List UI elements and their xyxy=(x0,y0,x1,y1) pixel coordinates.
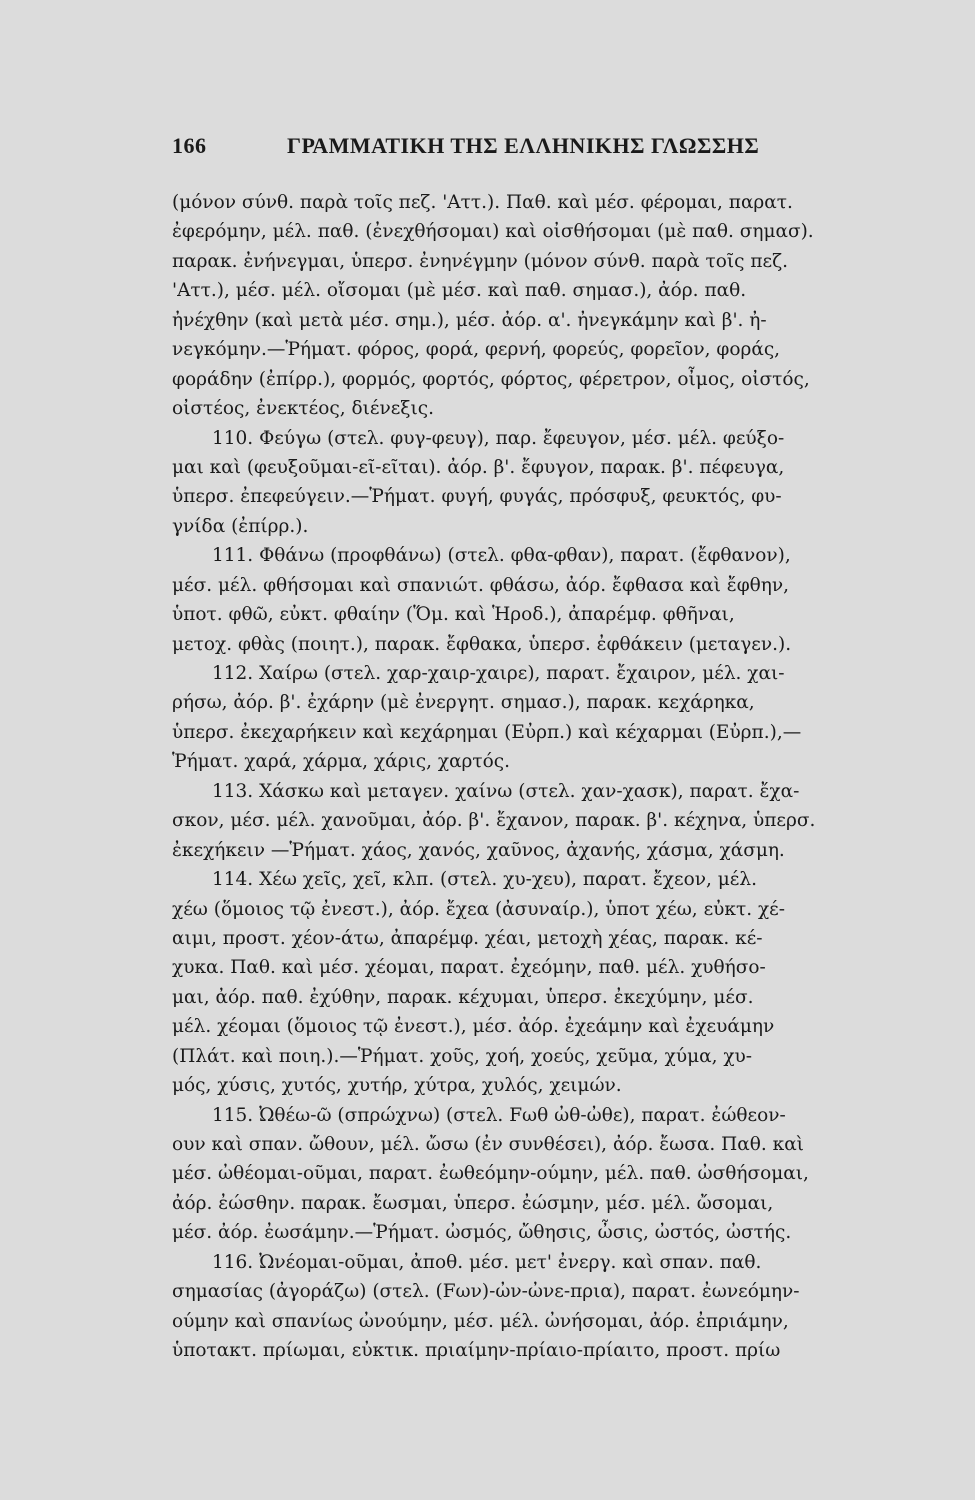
text-line: (Πλάτ. καὶ ποιη.).—Ῥήματ. χοῦς, χοή, χοεύς, χεῦμα, χύμα, χυ- xyxy=(172,1045,753,1067)
entry-line-111: 111. Φθάνω (προφθάνω) (στελ. φθα-φθαν), παρατ. (ἔφθανον), xyxy=(212,545,791,567)
page-number: 166 xyxy=(172,133,207,158)
text-line: μός, χύσις, χυτός, χυτήρ, χύτρα, χυλός, χειμών. xyxy=(172,1075,622,1097)
text-line: μετοχ. φθὰς (ποιητ.), παρακ. ἔφθακα, ὑπερσ. ἐφθάκειν (μεταγεν.). xyxy=(172,633,792,655)
text-line: σκον, μέσ. μέλ. χανοῦμαι, ἀόρ. β'. ἔχανον, παρακ. β'. κέχηνα, ὑπερσ. xyxy=(172,810,816,832)
text-line: ουν καὶ σπαν. ὤθουν, μέλ. ὤσω (ἐν συνθέσει), ἀόρ. ἔωσα. Παθ. καὶ xyxy=(172,1134,804,1155)
entry-line-110: 110. Φεύγω (στελ. φυγ-φευγ), παρ. ἔφευγον, μέσ. μέλ. φεύξο- xyxy=(212,427,785,449)
text-line: χυκα. Παθ. καὶ μέσ. χέομαι, παρατ. ἐχεόμην, παθ. μέλ. χυθήσο- xyxy=(172,957,766,979)
text-line: ὑποτ. φθῶ, εὐκτ. φθαίην (Ὅμ. καὶ Ἡροδ.), ἀπαρέμφ. φθῆναι, xyxy=(172,604,735,626)
text-line: ἐφερόμην, μέλ. παθ. (ἐνεχθήσομαι) καὶ οἰσθήσομαι (μὲ παθ. σημασ). xyxy=(172,221,814,243)
text-line: οἰστέος, ἐνεκτέος, διένεξις. xyxy=(172,398,434,420)
text-line: ρήσω, ἀόρ. β'. ἐχάρην (μὲ ἐνεργητ. σημασ.), παρακ. κεχάρηκα, xyxy=(172,692,755,714)
running-title: ΓΡΑΜΜΑΤΙΚΗ ΤΗΣ ΕΛΛΗΝΙΚΗΣ ΓΛΩΣΣΗΣ xyxy=(287,133,760,158)
text-line: ἀόρ. ἐώσθην. παρακ. ἔωσμαι, ὑπερσ. ἐώσμην, μέσ. μέλ. ὤσομαι, xyxy=(172,1192,774,1214)
text-body xyxy=(172,188,822,1366)
text-line: χέω (ὅμοιος τῷ ἐνεστ.), ἀόρ. ἔχεα (ἀσυναίρ.), ὑποτ χέω, εὐκτ. χέ- xyxy=(172,898,786,920)
text-line: παρακ. ἐνήνεγμαι, ὑπερσ. ἐνηνέγμην (μόνον σύνθ. παρὰ τοῖς πεζ. xyxy=(172,250,788,272)
text-line: μέσ. ἀόρ. ἐωσάμην.—Ῥήματ. ὠσμός, ὤθησις, ὦσις, ὠστός, ὠστής. xyxy=(172,1222,792,1244)
text-line: φοράδην (ἐπίρρ.), φορμός, φορτός, φόρτος, φέρετρον, οἶμος, οἰστός, xyxy=(172,368,810,390)
entry-line-114: 114. Χέω χεῖς, χεῖ, κλπ. (στελ. χυ-χευ), παρατ. ἔχεον, μέλ. xyxy=(212,869,757,891)
text-line: νεγκόμην.—Ῥήματ. φόρος, φορά, φερνή, φορεύς, φορεῖον, φοράς, xyxy=(172,339,781,361)
text-line: σημασίας (ἀγοράζω) (στελ. (Fων)-ὠν-ὠνε-πρια), παρατ. ἐωνεόμην- xyxy=(172,1281,800,1303)
text-line: 'Αττ.), μέσ. μέλ. οἴσομαι (μὲ μέσ. καὶ παθ. σημασ.), ἀόρ. παθ. xyxy=(172,280,747,302)
text-line: γνίδα (ἐπίρρ.). xyxy=(172,515,309,537)
text-line: ἐκεχήκειν —Ῥήματ. χάος, χανός, χαῦνος, ἀχανής, χάσμα, χάσμη. xyxy=(172,839,785,861)
text-line: μαι, ἀόρ. παθ. ἐχύθην, παρακ. κέχυμαι, ὑπερσ. ἐκεχύμην, μέσ. xyxy=(172,986,754,1008)
text-line: αιμι, προστ. χέον-άτω, ἀπαρέμφ. χέαι, μετοχὴ χέας, παρακ. κέ- xyxy=(172,927,763,949)
text-line: (μόνον σύνθ. παρὰ τοῖς πεζ. 'Αττ.). Παθ. καὶ μέσ. φέρομαι, παρατ. xyxy=(172,192,793,213)
text-line: μέσ. μέλ. φθήσομαι καὶ σπανιώτ. φθάσω, ἀόρ. ἔφθασα καὶ ἔφθην, xyxy=(172,574,789,596)
text-line: ὑπερσ. ἐπεφεύγειν.—Ῥήματ. φυγή, φυγάς, πρόσφυξ, φευκτός, φυ- xyxy=(172,486,782,508)
page-header xyxy=(172,133,822,163)
entry-line-112: 112. Χαίρω (στελ. χαρ-χαιρ-χαιρε), παρατ. ἔχαιρον, μέλ. χαι- xyxy=(212,663,785,684)
text-line: ἠνέχθην (καὶ μετὰ μέσ. σημ.), μέσ. ἀόρ. α'. ἠνεγκάμην καὶ β'. ἠ- xyxy=(172,309,767,331)
entry-line-115: 115. Ὠθέω-ῶ (σπρώχνω) (στελ. Fωθ ὠθ-ὠθε), παρατ. ἐώθεον- xyxy=(212,1104,786,1126)
entry-line-113: 113. Χάσκω καὶ μεταγεν. χαίνω (στελ. χαν-χασκ), παρατ. ἔχα- xyxy=(212,780,800,802)
text-line: μέσ. ὠθέομαι-οῦμαι, παρατ. ἐωθεόμην-ούμην, μέλ. παθ. ὠσθήσομαι, xyxy=(172,1163,809,1185)
text-line: ούμην καὶ σπανίως ὠνούμην, μέσ. μέλ. ὠνήσομαι, ἀόρ. ἐπριάμην, xyxy=(172,1310,789,1332)
text-line: ὑπερσ. ἐκεχαρήκειν καὶ κεχάρημαι (Εὐρπ.) καὶ κέχαρμαι (Εὐρπ.),— xyxy=(172,721,802,743)
entry-line-116: 116. Ὠνέομαι-οῦμαι, ἀποθ. μέσ. μετ' ἐνεργ. καὶ σπαν. παθ. xyxy=(212,1251,762,1273)
text-line: Ῥήματ. χαρά, χάρμα, χάρις, χαρτός. xyxy=(172,751,511,773)
text-line: μέλ. χέομαι (ὅμοιος τῷ ἐνεστ.), μέσ. ἀόρ. ἐχεάμην καὶ ἐχευάμην xyxy=(172,1016,775,1038)
text-line: μαι καὶ (φευξοῦμαι-εῖ-εῖται). ἀόρ. β'. ἔφυγον, παρακ. β'. πέφευγα, xyxy=(172,456,785,478)
text-line: ὑποτακτ. πρίωμαι, εὐκτικ. πριαίμην-πρίαιο-πρίαιτο, προστ. πρίω xyxy=(172,1340,781,1362)
